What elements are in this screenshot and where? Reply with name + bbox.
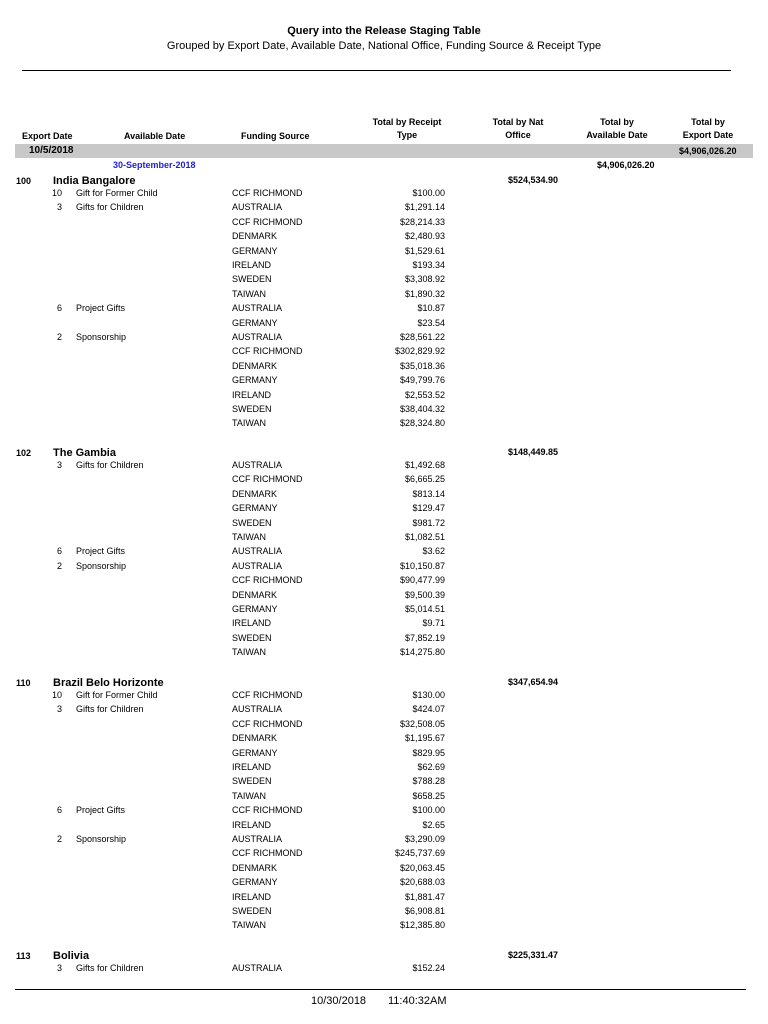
receipt-amount: $829.95 xyxy=(412,747,445,758)
receipt-type-label: Gifts for Children xyxy=(76,704,144,715)
funding-source: AUSTRALIA xyxy=(232,332,283,342)
funding-source: CCF RICHMOND xyxy=(232,474,303,485)
col-available-date: Available Date xyxy=(124,131,186,141)
receipt-amount: $1,291.14 xyxy=(404,202,445,213)
col-total-export xyxy=(670,116,746,142)
receipt-amount: $35,018.36 xyxy=(399,360,445,371)
funding-source: TAIWAN xyxy=(232,647,266,658)
report-title: Query into the Release Staging Table xyxy=(287,25,481,37)
receipt-amount: $424.07 xyxy=(412,704,445,715)
office-code: 110 xyxy=(16,678,31,688)
funding-source: SWEDEN xyxy=(232,776,272,787)
funding-source: AUSTRALIA xyxy=(232,546,283,557)
col-total-export-line2: Export Date xyxy=(682,130,734,140)
receipt-type-number: 6 xyxy=(56,546,62,557)
export-total: $4,906,026.20 xyxy=(679,146,737,156)
receipt-amount: $100.00 xyxy=(412,805,445,816)
funding-source: GERMANY xyxy=(232,604,278,614)
funding-source: CCF RICHMOND xyxy=(232,690,303,700)
receipt-type-number: 3 xyxy=(56,704,62,715)
receipt-amount: $38,404.32 xyxy=(399,404,445,414)
funding-source: TAIWAN xyxy=(232,288,266,299)
receipt-type-number: 2 xyxy=(56,332,62,342)
receipt-amount: $28,214.33 xyxy=(399,216,445,227)
receipt-amount: $32,508.05 xyxy=(399,718,445,729)
funding-source: TAIWAN xyxy=(232,418,266,429)
receipt-amount: $813.14 xyxy=(412,488,445,499)
col-total-nat-office xyxy=(470,116,566,142)
col-total-nat-line2: Office xyxy=(505,130,531,140)
funding-source: IRELAND xyxy=(232,762,272,772)
receipt-amount: $6,665.25 xyxy=(404,474,445,485)
export-date: 10/5/2018 xyxy=(29,145,74,156)
receipt-type-number: 10 xyxy=(51,690,62,700)
office-total: $347,654.94 xyxy=(508,677,559,687)
receipt-type-label: Project Gifts xyxy=(76,303,126,314)
receipt-amount: $9,500.39 xyxy=(404,589,445,600)
receipt-amount: $788.28 xyxy=(412,776,445,787)
receipt-amount: $1,529.61 xyxy=(404,245,445,256)
funding-source: TAIWAN xyxy=(232,532,266,542)
col-total-nat-line1: Total by Nat xyxy=(492,117,544,127)
funding-source: CCF RICHMOND xyxy=(232,848,303,859)
available-date: 30-September-2018 xyxy=(113,160,196,170)
receipt-amount: $1,492.68 xyxy=(404,460,445,470)
report-subtitle: Grouped by Export Date, Available Date, National Office, Funding Source & Receipt Type xyxy=(166,40,602,52)
funding-source: GERMANY xyxy=(232,245,278,256)
office-code: 102 xyxy=(16,448,32,458)
funding-source: GERMANY xyxy=(232,375,278,386)
col-funding-source: Funding Source xyxy=(241,131,310,141)
funding-source: DENMARK xyxy=(232,231,278,242)
receipt-type-label: Project Gifts xyxy=(76,805,126,816)
funding-source: AUSTRALIA xyxy=(232,834,283,844)
funding-source: IRELAND xyxy=(232,260,272,270)
funding-source: DENMARK xyxy=(232,488,278,499)
receipt-amount: $1,881.47 xyxy=(404,891,445,902)
receipt-amount: $23.54 xyxy=(417,317,445,328)
office-name: India Bangalore xyxy=(53,175,136,187)
receipt-amount: $2,480.93 xyxy=(404,231,445,242)
funding-source: DENMARK xyxy=(232,733,278,744)
receipt-type-number: 6 xyxy=(56,303,62,314)
receipt-type-number: 10 xyxy=(51,188,62,198)
funding-source: GERMANY xyxy=(232,503,278,514)
office-total: $524,534.90 xyxy=(508,175,559,185)
funding-source: SWEDEN xyxy=(232,632,272,643)
receipt-amount: $9.71 xyxy=(422,618,445,629)
receipt-type-number: 6 xyxy=(56,805,62,816)
header-divider xyxy=(22,70,731,71)
receipt-amount: $1,890.32 xyxy=(404,288,445,299)
office-total: $225,331.47 xyxy=(508,950,559,960)
funding-source: DENMARK xyxy=(232,360,278,371)
receipt-amount: $3.62 xyxy=(422,546,445,557)
funding-source: IRELAND xyxy=(232,618,272,629)
receipt-amount: $10,150.87 xyxy=(399,560,445,571)
receipt-amount: $129.47 xyxy=(412,503,445,514)
receipt-amount: $14,275.80 xyxy=(399,647,445,658)
receipt-amount: $152.24 xyxy=(412,963,445,973)
receipt-type-label: Gift for Former Child xyxy=(76,188,158,198)
funding-source: AUSTRALIA xyxy=(232,963,283,973)
receipt-amount: $981.72 xyxy=(412,517,445,528)
footer-time: 11:40:32AM xyxy=(388,995,447,1007)
receipt-amount: $100.00 xyxy=(412,188,445,198)
receipt-type-label: Sponsorship xyxy=(76,834,127,844)
receipt-type-label: Gifts for Children xyxy=(76,963,144,973)
receipt-amount: $62.69 xyxy=(417,762,445,772)
receipt-type-number: 3 xyxy=(56,460,62,470)
funding-source: TAIWAN xyxy=(232,790,266,801)
funding-source: CCF RICHMOND xyxy=(232,805,303,816)
receipt-amount: $28,561.22 xyxy=(399,332,445,342)
receipt-amount: $6,908.81 xyxy=(404,906,445,916)
receipt-amount: $2.65 xyxy=(422,819,445,830)
receipt-amount: $3,308.92 xyxy=(404,274,445,285)
funding-source: IRELAND xyxy=(232,819,272,830)
receipt-amount: $5,014.51 xyxy=(404,604,445,614)
funding-source: SWEDEN xyxy=(232,906,272,916)
receipt-amount: $1,195.67 xyxy=(404,733,445,744)
col-export-date: Export Date xyxy=(22,131,73,141)
funding-source: TAIWAN xyxy=(232,920,266,931)
receipt-type-label: Gifts for Children xyxy=(76,202,144,213)
footer-divider xyxy=(15,989,746,990)
receipt-amount: $20,063.45 xyxy=(399,862,445,873)
office-code: 113 xyxy=(16,951,31,961)
export-date-band xyxy=(15,144,753,158)
col-total-available-line1: Total by xyxy=(600,117,634,127)
office-total: $148,449.85 xyxy=(508,447,559,457)
funding-source: DENMARK xyxy=(232,862,278,873)
receipt-type-number: 2 xyxy=(56,834,62,844)
funding-source: GERMANY xyxy=(232,877,278,888)
receipt-amount: $7,852.19 xyxy=(404,632,445,643)
funding-source: SWEDEN xyxy=(232,404,272,414)
receipt-amount: $10.87 xyxy=(417,303,445,314)
receipt-amount: $90,477.99 xyxy=(399,575,445,586)
funding-source: AUSTRALIA xyxy=(232,303,283,314)
receipt-amount: $12,385.80 xyxy=(399,920,445,931)
office-name: Bolivia xyxy=(53,950,90,962)
funding-source: SWEDEN xyxy=(232,274,272,285)
office-name: The Gambia xyxy=(53,447,116,459)
receipt-amount: $20,688.03 xyxy=(399,877,445,888)
receipt-type-label: Sponsorship xyxy=(76,560,127,571)
available-total: $4,906,026.20 xyxy=(597,160,655,170)
receipt-amount: $1,082.51 xyxy=(404,532,445,542)
office-code: 100 xyxy=(16,176,32,186)
col-total-available xyxy=(570,116,664,142)
funding-source: CCF RICHMOND xyxy=(232,575,303,586)
funding-source: CCF RICHMOND xyxy=(232,718,303,729)
receipt-amount: $302,829.92 xyxy=(394,346,445,357)
funding-source: DENMARK xyxy=(232,589,278,600)
receipt-type-number: 3 xyxy=(56,963,62,973)
col-total-receipt-line1: Total by Receipt xyxy=(372,117,442,127)
funding-source: AUSTRALIA xyxy=(232,460,283,470)
funding-source: GERMANY xyxy=(232,747,278,758)
receipt-amount: $193.34 xyxy=(412,260,445,270)
office-name: Brazil Belo Horizonte xyxy=(53,677,164,689)
col-total-export-line1: Total by xyxy=(691,117,725,127)
receipt-amount: $2,553.52 xyxy=(404,389,445,400)
funding-source: CCF RICHMOND xyxy=(232,216,303,227)
receipt-type-label: Sponsorship xyxy=(76,332,127,342)
receipt-amount: $658.25 xyxy=(412,790,445,801)
col-total-receipt xyxy=(352,116,462,142)
funding-source: GERMANY xyxy=(232,317,278,328)
col-total-receipt-line2: Type xyxy=(396,130,418,140)
receipt-type-number: 2 xyxy=(56,560,62,571)
receipt-type-number: 3 xyxy=(56,202,62,213)
footer-date: 10/30/2018 xyxy=(311,995,367,1007)
funding-source: CCF RICHMOND xyxy=(232,346,303,357)
funding-source: AUSTRALIA xyxy=(232,704,283,715)
funding-source: AUSTRALIA xyxy=(232,560,283,571)
funding-source: AUSTRALIA xyxy=(232,202,283,213)
receipt-type-label: Gifts for Children xyxy=(76,460,144,470)
receipt-type-label: Gift for Former Child xyxy=(76,690,158,700)
receipt-amount: $28,324.80 xyxy=(399,418,445,429)
receipt-amount: $130.00 xyxy=(412,690,445,700)
receipt-amount: $245,737.69 xyxy=(394,848,445,859)
col-total-available-line2: Available Date xyxy=(586,130,648,140)
receipt-amount: $3,290.09 xyxy=(404,834,445,844)
receipt-type-label: Project Gifts xyxy=(76,546,126,557)
receipt-amount: $49,799.76 xyxy=(399,375,445,386)
funding-source: IRELAND xyxy=(232,389,272,400)
funding-source: IRELAND xyxy=(232,891,272,902)
funding-source: CCF RICHMOND xyxy=(232,188,303,198)
funding-source: SWEDEN xyxy=(232,517,272,528)
